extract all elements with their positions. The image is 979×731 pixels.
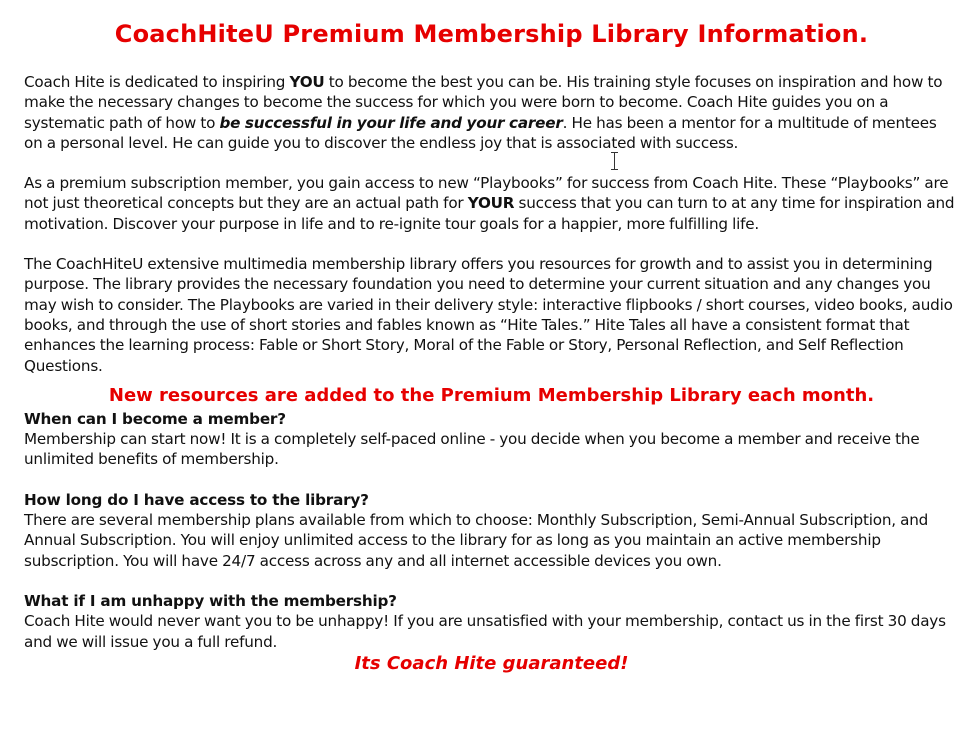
page-title: CoachHiteU Premium Membership Library Information. [114, 20, 869, 48]
new-resources-heading: New resources are added to the Premium Membership Library each month. [108, 384, 875, 406]
intro-bold-you: YOU [289, 73, 325, 91]
intro-text-3: . He has been a mentor for a multitude of mentees on a personal level. He can guide you to discover the endless joy that is associated with success. [24, 113, 937, 152]
premium-text-1: As a premium subscription member, you gain access to new “Playbooks” for success from Coach Hite. These “Playbooks” are not just theoretical concepts but they are an actual path for [24, 174, 949, 213]
library-paragraph: The CoachHiteU extensive multimedia membership library offers you resources for growth and to assist you in determining purpose. The library provides the necessary foundation you need to determine your current situation and any changes you may wish to consider. The Playbooks are varied in their delivery style: interactive flipbooks / short courses, video books, audio books, and through the use of short stories and fables known as “Hite Tales.” Hite Tales all have a consistent format that enhances the learning process: Fable or Short Story, Moral of the Fable or Story, Personal Reflection, and Self Reflection Questions. [24, 255, 953, 375]
premium-paragraph [24, 173, 959, 234]
faq-answer-1: Membership can start now! It is a completely self-paced online - you decide when you become a member and receive the unlimited benefits of membership. [24, 430, 920, 469]
premium-bold-your: YOUR [467, 194, 515, 213]
intro-paragraph [24, 72, 959, 153]
guarantee-text: Its Coach Hite guaranteed! [354, 652, 629, 674]
intro-text-1: Coach Hite is dedicated to inspiring [24, 73, 290, 91]
intro-emphasis: be successful in your life and your career [219, 113, 563, 132]
faq-question-3: What if I am unhappy with the membership? [24, 591, 397, 610]
faq-answer-3: Coach Hite would never want you to be unhappy! If you are unsatisfied with your membership, contact us in the first 30 days and we will issue you a full refund. [24, 612, 946, 651]
premium-text-2: success that you can turn to at any time for inspiration and motivation. Discover your purpose in life and to re-ignite tour goals for a happier, more fulfilling life. [24, 194, 955, 233]
faq-answer-2: There are several membership plans available from which to choose: Monthly Subscription, Semi-Annual Subscription, and Annual Subscription. You will enjoy unlimited access to the library for as long as you maintain an active membership subscription. You will have 24/7 access across any and all internet accessible devices you own. [24, 511, 929, 570]
text-cursor-icon [611, 152, 618, 170]
faq-question-1: When can I become a member? [24, 409, 286, 428]
intro-text-2: to become the best you can be. His training style focuses on inspiration and how to make the necessary changes to become the success for which you were born to become. Coach Hite guides you on a systematic path of how to [24, 73, 943, 132]
faq-question-2: How long do I have access to the library? [24, 490, 369, 509]
